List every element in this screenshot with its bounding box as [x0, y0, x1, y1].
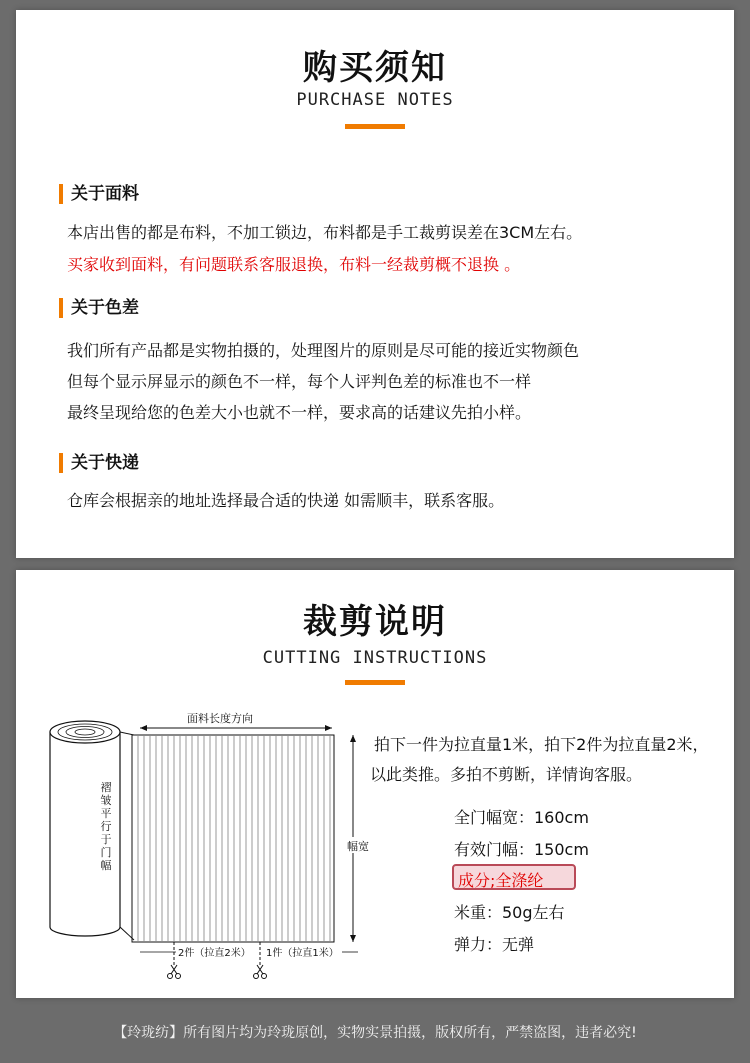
section-heading-fabric: 关于面料 [59, 184, 139, 204]
roll-label-char: 平 [100, 807, 112, 820]
color-note-line: 我们所有产品都是实物拍摄的，处理图片的原则是尽可能的接近实物颜色 [67, 341, 580, 360]
roll-label-char: 行 [100, 820, 112, 833]
spec-weight: 米重：50g左右 [454, 903, 565, 922]
roll-vertical-label [101, 781, 112, 872]
cutting-instructions-card [16, 570, 734, 998]
title-accent-bar [345, 680, 405, 685]
arrow-head-icon [350, 935, 356, 942]
roll-label-char: 幅 [100, 859, 112, 872]
fabric-note-line: 本店出售的都是布料，不加工锁边，布料都是手工裁剪误差在3CM左右。 [67, 223, 583, 242]
spec-full-width: 全门幅宽：160cm [454, 808, 589, 827]
roll-label-char: 于 [100, 833, 112, 846]
delivery-note-line: 仓库会根据亲的地址选择最合适的快递 如需顺丰，联系客服。 [67, 491, 505, 510]
spec-elasticity: 弹力：无弹 [454, 935, 535, 954]
roll-core [75, 729, 95, 735]
purchase-title: 购买须知 [303, 48, 447, 88]
roll-label-char: 门 [100, 846, 112, 859]
purchase-subtitle: PURCHASE NOTES [296, 90, 454, 110]
arrow-head-icon [325, 725, 332, 731]
scissors-icon [168, 965, 181, 979]
fabric-sheet [132, 735, 334, 942]
width-label: 幅宽 [347, 840, 369, 853]
cutting-desc-line: 以此类推。多拍不剪断，详情询客服。 [370, 765, 643, 784]
spec-composition-badge [452, 864, 576, 890]
fabric-warning-line: 买家收到面料，有问题联系客服退换，布料一经裁剪概不退换 。 [67, 255, 521, 274]
roll-label-char: 皱 [100, 794, 112, 807]
arrow-head-icon [350, 735, 356, 742]
color-note-line: 但每个显示屏显示的颜色不一样，每个人评判色差的标准也不一样 [67, 372, 532, 391]
fabric-roll-diagram [42, 705, 372, 980]
color-note-line: 最终呈现给您的色差大小也就不一样，要求高的话建议先拍小样。 [67, 403, 532, 422]
arrow-head-icon [140, 725, 147, 731]
section-heading-delivery: 关于快递 [59, 453, 139, 473]
length-direction-label: 面料长度方向 [187, 712, 253, 725]
cut-2-label: 2件（拉直2米） [178, 948, 251, 959]
scissors-icon [254, 965, 267, 979]
spec-composition: 成分;全涤纶 [458, 871, 544, 890]
section-heading-color: 关于色差 [59, 298, 139, 318]
spec-effective-width: 有效门幅：150cm [454, 840, 589, 859]
purchase-notes-card [16, 10, 734, 558]
title-accent-bar [345, 124, 405, 129]
roll-label-char: 褶 [100, 781, 112, 794]
cut-1-label: 1件（拉直1米） [266, 948, 339, 959]
cutting-title: 裁剪说明 [303, 602, 447, 642]
cutting-subtitle: CUTTING INSTRUCTIONS [262, 648, 488, 668]
copyright-footer: 【玲珑纺】所有图片均为玲珑原创，实物实景拍摄，版权所有，严禁盗图，违者必究! [113, 1025, 637, 1041]
cutting-desc-line: 拍下一件为拉直量1米，拍下2件为拉直量2米， [374, 735, 709, 754]
